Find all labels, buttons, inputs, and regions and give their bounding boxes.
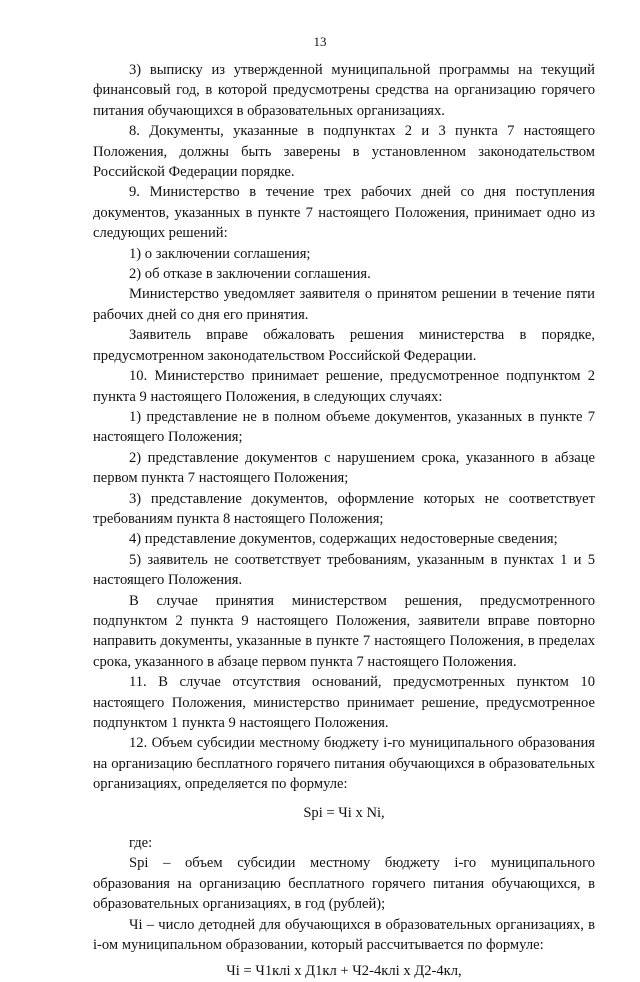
paragraph: 9. Министерство в течение трех рабочих дней со дня поступления документов, указанных в пункте 7 настоящего Положения, принимает одно из следующих решений: (93, 184, 595, 242)
page-number: 13 (313, 34, 327, 49)
paragraph: 10. Министерство принимает решение, предусмотренное подпунктом 2 пункта 9 настоящего Положения, в следующих случаях: (93, 368, 595, 405)
paragraph: 8. Документы, указанные в подпунктах 2 и 3 пункта 7 настоящего Положения, должны быть заверены в установленном законодательством Российской Федерации порядке. (93, 123, 595, 181)
paragraph: Заявитель вправе обжаловать решения министерства в порядке, предусмотренном законодательством Российской Федерации. (93, 327, 595, 364)
definition: Чi – число детодней для обучающихся в образовательных организациях, в i-ом муниципальном образовании, который рассчитывается по формуле: (93, 916, 595, 954)
paragraph: Министерство уведомляет заявителя о принятом решении в течение пяти рабочих дней со дня его принятия. (93, 286, 595, 323)
paragraph: 1) представление не в полном объеме документов, указанных в пункте 7 настоящего Положения; (93, 408, 595, 446)
paragraph: 2) об отказе в заключении соглашения. (129, 266, 371, 283)
where-label: где: (129, 835, 153, 852)
definition: Spi – объем субсидии местному бюджету i-го муниципального образования на организацию бесплатного горячего питания обучающихся, в образовательных организациях, в год (рублей); (93, 855, 595, 913)
paragraph: 3) представление документов, оформление которых не соответствует требованиям пункта 8 настоящего Положения; (93, 490, 595, 527)
formula-subsidy: Spi = Чi х Ni, (303, 804, 385, 821)
paragraph: 5) заявитель не соответствует требованиям, указанным в пунктах 1 и 5 настоящего Положения. (93, 551, 595, 589)
paragraph: 12. Объем субсидии местному бюджету i-го муниципального образования на организацию бесплатного горячего питания обучающихся в образовательных организациях, определяется по формуле: (93, 735, 595, 793)
paragraph: 4) представление документов, содержащих недостоверные сведения; (129, 531, 558, 548)
paragraph: 2) представление документов с нарушением срока, указанного в абзаце первом пункта 7 настоящего Положения; (93, 449, 595, 487)
paragraph: 11. В случае отсутствия оснований, предусмотренных пунктом 10 настоящего Положения, министерство принимает решение, предусмотренное подпунктом 1 пункта 9 настоящего Положения. (93, 674, 595, 731)
formula-child-days: Чi = Ч1клi х Д1кл + Ч2-4клi х Д2-4кл, (226, 963, 462, 980)
document-body (93, 60, 595, 982)
paragraph: 3) выписку из утвержденной муниципальной программы на текущий финансовый год, в которой предусмотрены средства на организацию горячего питания обучающихся в образовательных организациях. (93, 62, 595, 119)
paragraph: В случае принятия министерством решения, предусмотренного подпунктом 2 пункта 9 настоящего Положения, заявители вправе повторно направить документы, указанные в пункте 7 настоящего Положения, в пределах срока, указанного в абзаце первом пункта 7 настоящего Положения. (93, 592, 595, 670)
paragraph: 1) о заключении соглашения; (129, 245, 311, 262)
